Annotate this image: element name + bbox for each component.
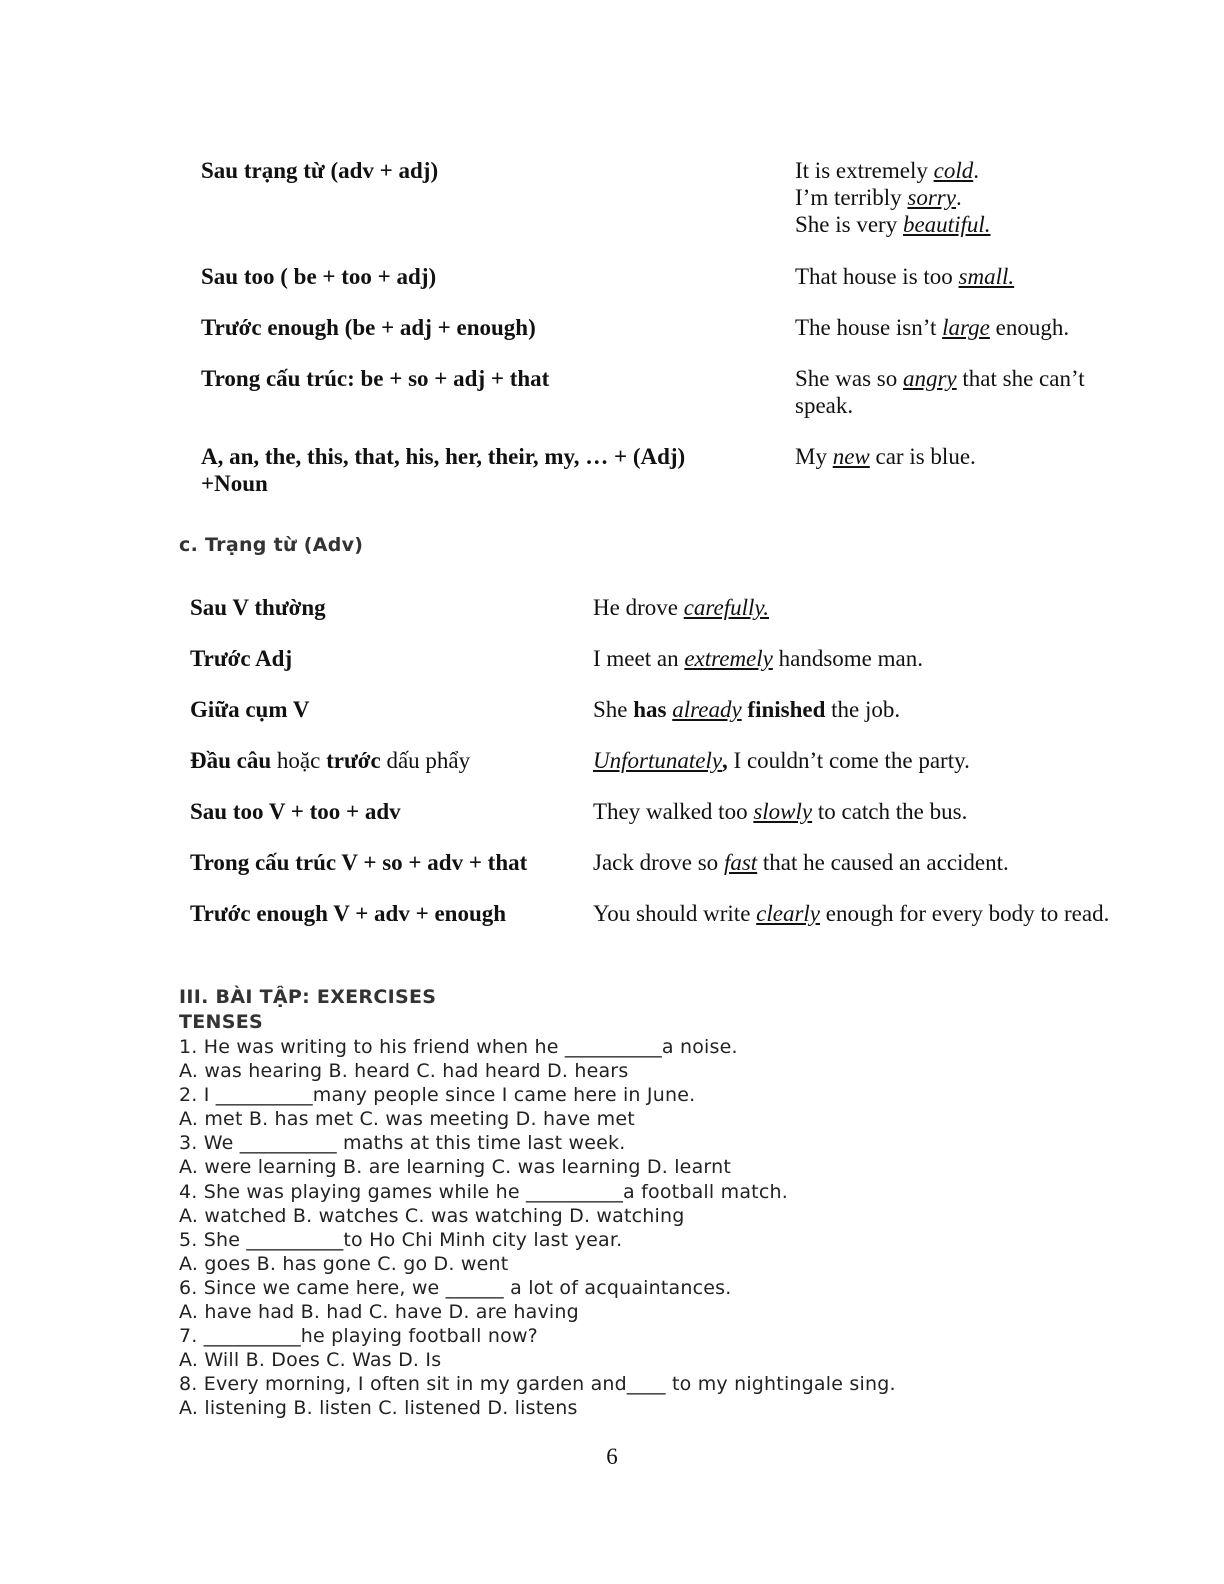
adj-example bbox=[795, 314, 1155, 341]
exercise-question: 7. __________he playing football now? bbox=[179, 1325, 538, 1348]
highlighted-word: new bbox=[832, 444, 870, 469]
adv-rule-label bbox=[190, 696, 580, 723]
highlighted-word: extremely bbox=[684, 646, 773, 671]
highlighted-word: already bbox=[672, 697, 742, 722]
example-line bbox=[795, 184, 1155, 211]
bold-text: Sau too V + too + adv bbox=[190, 799, 401, 824]
exercise-question: 8. Every morning, I often sit in my garden and____ to my nightingale sing. bbox=[179, 1373, 896, 1396]
example-line bbox=[795, 157, 1155, 184]
exercises-section bbox=[179, 985, 1079, 1421]
text-segment: My bbox=[795, 444, 833, 469]
adj-example bbox=[795, 365, 1155, 419]
highlighted-word: sorry bbox=[907, 185, 956, 210]
bold-text: Trong cấu trúc V + so + adv + that bbox=[190, 850, 528, 875]
adv-example bbox=[593, 798, 1193, 825]
bold-text: Sau V thường bbox=[190, 595, 326, 620]
adj-rule-label: Sau trạng từ (adv + adj) bbox=[201, 158, 439, 183]
answer-options: A. were learning B. are learning C. was learning D. learnt bbox=[179, 1156, 731, 1179]
text-segment: enough for every body to read. bbox=[820, 901, 1110, 926]
text-segment: handsome man. bbox=[772, 646, 923, 671]
text-segment: It is extremely bbox=[795, 158, 934, 183]
exercise-question: 4. She was playing games while he __________a football match. bbox=[179, 1180, 788, 1203]
adv-example bbox=[593, 594, 1193, 621]
adj-rule-label: Sau too ( be + too + adj) bbox=[201, 264, 437, 289]
bold-text: , bbox=[722, 748, 728, 773]
highlighted-word: carefully. bbox=[683, 595, 770, 620]
example-line bbox=[795, 211, 1155, 238]
text-segment: to catch the bus. bbox=[812, 799, 968, 824]
text-segment: . bbox=[973, 158, 979, 183]
adj-rule-label: Trong cấu trúc: be + so + adj + that bbox=[201, 366, 550, 391]
adv-rule-label bbox=[190, 645, 580, 672]
text-segment: the job. bbox=[825, 697, 901, 722]
exercise-question: 6. Since we came here, we ______ a lot of acquaintances. bbox=[179, 1276, 732, 1299]
text-segment: car is blue. bbox=[869, 444, 976, 469]
adv-example bbox=[593, 645, 1193, 672]
example-line bbox=[795, 263, 1155, 290]
adv-rule-label bbox=[190, 900, 580, 927]
adv-example bbox=[593, 696, 1193, 723]
adverb-section-heading: c. Trạng từ (Adv) bbox=[179, 534, 364, 556]
bold-text: trước bbox=[326, 748, 381, 773]
text-segment: I couldn’t come the party. bbox=[727, 748, 970, 773]
bold-text: finished bbox=[747, 697, 826, 722]
exercises-heading: III. BÀI TẬP: EXERCISES bbox=[179, 986, 437, 1008]
text-segment: dấu phẩy bbox=[380, 748, 471, 773]
text-segment: . bbox=[955, 185, 962, 210]
answer-options: A. have had B. had C. have D. are having bbox=[179, 1301, 579, 1324]
adj-rule-label bbox=[201, 443, 741, 497]
text-segment: Jack drove so bbox=[593, 850, 724, 875]
answer-options: A. listening B. listen C. listened D. listens bbox=[179, 1397, 578, 1420]
highlighted-word: Unfortunately bbox=[593, 748, 723, 773]
adv-rule-label bbox=[190, 594, 580, 621]
text-segment: that he caused an accident. bbox=[757, 850, 1009, 875]
text-segment: hoặc bbox=[271, 748, 327, 773]
bold-text: Giữa cụm V bbox=[190, 697, 310, 722]
example-line bbox=[795, 314, 1155, 341]
bold-text: Đầu câu bbox=[190, 748, 272, 773]
highlighted-word: fast bbox=[723, 850, 758, 875]
adv-rule-label bbox=[190, 798, 580, 825]
highlighted-word: clearly bbox=[756, 901, 821, 926]
adj-example bbox=[795, 157, 1155, 238]
text-segment: The house isn’t bbox=[795, 315, 943, 340]
text-segment: That house is too bbox=[795, 264, 959, 289]
example-line bbox=[795, 443, 1155, 470]
answer-options: A. goes B. has gone C. go D. went bbox=[179, 1252, 509, 1275]
adj-rule-label-line: +Noun bbox=[201, 471, 268, 496]
answer-options: A. met B. has met C. was meeting D. have met bbox=[179, 1108, 635, 1131]
adj-example bbox=[795, 443, 1155, 470]
text-segment: I meet an bbox=[593, 646, 685, 671]
text-segment: enough. bbox=[989, 315, 1070, 340]
highlighted-word: beautiful. bbox=[902, 212, 991, 237]
example-line bbox=[795, 365, 1155, 392]
adv-example bbox=[593, 900, 1193, 927]
tenses-subheading: TENSES bbox=[179, 1011, 263, 1033]
adj-rule-label: Trước enough (be + adj + enough) bbox=[201, 315, 536, 340]
exercise-question: 1. He was writing to his friend when he __________a noise. bbox=[179, 1036, 738, 1058]
example-line bbox=[795, 392, 1155, 419]
bold-text: Trước Adj bbox=[190, 646, 293, 671]
bold-text: Trước enough V + adv + enough bbox=[190, 901, 507, 926]
highlighted-word: large bbox=[942, 315, 990, 340]
answer-options: A. Will B. Does C. Was D. Is bbox=[179, 1349, 442, 1372]
exercise-question: 2. I __________many people since I came here in June. bbox=[179, 1084, 696, 1107]
answer-options: A. was hearing B. heard C. had heard D. hears bbox=[179, 1060, 629, 1083]
highlighted-word: small. bbox=[958, 264, 1015, 289]
highlighted-word: angry bbox=[902, 366, 957, 391]
exercise-question: 3. We __________ maths at this time last week. bbox=[179, 1132, 626, 1155]
text-segment: You should write bbox=[593, 901, 757, 926]
text-segment: She is very bbox=[795, 212, 903, 237]
adv-example bbox=[593, 849, 1193, 876]
bold-text: has bbox=[633, 697, 667, 722]
text-segment: She was so bbox=[795, 366, 903, 391]
adj-example bbox=[795, 263, 1155, 290]
text-segment: She bbox=[593, 697, 634, 722]
text-segment: I’m terribly bbox=[795, 185, 908, 210]
adj-rule-label-line: A, an, the, this, that, his, her, their, my, … + (Adj) bbox=[201, 444, 686, 469]
exercise-question: 5. She __________to Ho Chi Minh city last year. bbox=[179, 1228, 623, 1251]
adv-rule-label bbox=[190, 849, 580, 876]
highlighted-word: cold bbox=[933, 158, 974, 183]
text-segment: They walked too bbox=[593, 799, 754, 824]
answer-options: A. watched B. watches C. was watching D. watching bbox=[179, 1204, 685, 1227]
text-segment: He drove bbox=[593, 595, 684, 620]
exercise-lines bbox=[179, 1035, 1079, 1421]
text-segment: that she can’t bbox=[956, 366, 1085, 391]
text-segment: speak. bbox=[795, 393, 854, 418]
adv-rule-label bbox=[190, 747, 580, 774]
adv-example bbox=[593, 747, 1193, 774]
highlighted-word: slowly bbox=[753, 799, 813, 824]
page-number: 6 bbox=[606, 1444, 618, 1469]
